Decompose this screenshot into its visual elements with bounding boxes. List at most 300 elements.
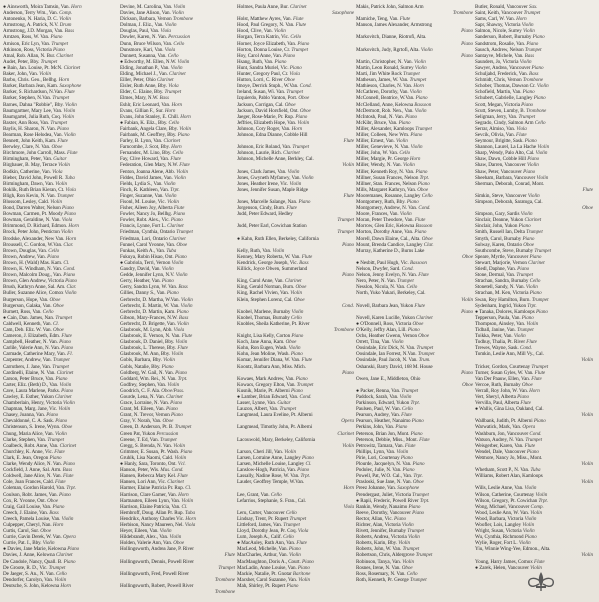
entry-instrument: Flute bbox=[401, 412, 412, 419]
entry-instrument: Trpt. bbox=[66, 485, 76, 492]
entry-name: Sandstrom, Rosalie, Van. bbox=[475, 40, 526, 47]
entry-name: Churchley, K. Anne, Vic. bbox=[3, 448, 53, 455]
entry-instrument: Trumpet bbox=[415, 552, 433, 559]
entry-instrument: Opera bbox=[522, 424, 536, 431]
entry-instrument: Trumpet bbox=[531, 296, 549, 303]
entry-instrument: Piano bbox=[414, 229, 427, 236]
entry-name: Sharp, Wendy, Palo Alto, Cal. bbox=[475, 150, 535, 157]
entry-instrument: Piano bbox=[394, 515, 406, 522]
entry-name: Lauzon, Albert, Van. bbox=[237, 406, 279, 413]
entry-instrument: Horn bbox=[71, 4, 82, 10]
entry-instrument: Violin bbox=[177, 58, 190, 65]
entry-name: Mount, Brenda Candice, Langley bbox=[356, 241, 423, 248]
entry-instrument: Violin bbox=[58, 406, 71, 413]
entry-name: Lloyd, Dorothy Jean, Pr. Coq. bbox=[237, 528, 297, 535]
entry-name: Cave, Laura Marlene, Parks. bbox=[3, 387, 60, 394]
entry-instrument: Violin bbox=[289, 180, 302, 187]
entry-instrument: Piano bbox=[173, 211, 186, 218]
entry-instrument: Violin bbox=[287, 168, 300, 175]
entry-instrument: Cl. bbox=[305, 461, 312, 468]
entry-name: Hansen, Lori Ann, Vic. bbox=[120, 479, 167, 486]
entry-instrument: Piano bbox=[412, 509, 425, 516]
entry-name: Fernandez, M. Lino, Bby. bbox=[120, 150, 172, 157]
entry-name: Bearman, Rose Helodea, Van. bbox=[3, 131, 63, 138]
entry-instrument: Cello bbox=[283, 534, 294, 541]
entry-instrument: Violin bbox=[342, 162, 354, 169]
entry-instrument: Piano bbox=[175, 369, 187, 376]
entry-instrument: Violin bbox=[174, 454, 187, 461]
entry-instrument: Violin bbox=[581, 412, 593, 419]
entry-name: Lassally, Nadine Rose, W. Van. bbox=[237, 473, 300, 480]
entry-name: ● Hanly, Sara, Toronto, Ont. bbox=[120, 461, 177, 468]
directory-column-5 bbox=[475, 4, 595, 600]
entry-name: Gourde, Lena, N. Van. bbox=[120, 394, 165, 400]
entry-instrument: Piano bbox=[286, 582, 299, 589]
entry-instrument: Saxophone bbox=[332, 10, 354, 17]
entry-name: Kowaes, Mark Andrew, Van. bbox=[237, 375, 295, 382]
entry-instrument: Trumpet bbox=[397, 278, 414, 285]
entry-instrument: Viola bbox=[516, 125, 527, 132]
entry-instrument: Violin bbox=[170, 64, 183, 71]
entry-instrument: Oboe bbox=[173, 540, 185, 547]
entry-instrument: Trpt. bbox=[419, 174, 430, 181]
entry-instrument: Piano bbox=[535, 308, 548, 315]
entry-name: Baumgartel, Julia Ruth, Coq. bbox=[3, 113, 62, 120]
entry-instrument: Piano bbox=[395, 424, 408, 431]
entry-name: Martin, Christopher, N. Van. bbox=[356, 58, 413, 65]
entry-instrument: Horn bbox=[291, 125, 303, 132]
entry-name: Eisler, Ruth Anne, Bby. bbox=[120, 83, 167, 90]
entry-instrument: Oboe bbox=[40, 528, 52, 535]
entry-name: Gerry, Sandra Lynn, W. Van. bbox=[120, 284, 178, 291]
entry-name: Dunsmore, Kari, Van. bbox=[120, 46, 164, 53]
entry-instrument: Piano bbox=[297, 40, 310, 47]
entry-name: Wood, Barbara, Victoria bbox=[475, 515, 524, 522]
entry-name: Clark, E. Jean, Oregon bbox=[3, 454, 49, 461]
entry-instrument: Violin bbox=[535, 150, 548, 157]
entry-instrument: Violin bbox=[61, 515, 74, 522]
entry-name: Jorgenson, Cindy, Burn. bbox=[237, 205, 286, 212]
entry-instrument: Violin bbox=[171, 259, 184, 266]
directory-column-3 bbox=[237, 4, 356, 600]
entry-name: Horgan, Terra Katrin, Vic. bbox=[237, 34, 290, 41]
entry-instrument: Oboe bbox=[421, 235, 433, 242]
entry-name: Finch, R. Kathleen, Van. bbox=[120, 186, 169, 193]
entry-name: Finger, Suzanne, Van. bbox=[120, 192, 164, 199]
entry-instrument: Oboe bbox=[412, 479, 424, 486]
entry-instrument: Trpt. bbox=[419, 497, 430, 504]
entry-instrument: Trumpet bbox=[289, 515, 307, 522]
entry-name: Funkas, Keith A., Van. bbox=[120, 247, 166, 254]
entry-name: Paulsen, Paul, W. Van. bbox=[356, 406, 401, 413]
entry-instrument: Cond. bbox=[341, 302, 354, 309]
entry-name: Lanslow-Hogh, Patricia, Van. bbox=[237, 467, 296, 474]
entry-name: Harrison, Clare Garner, Van. bbox=[120, 491, 177, 498]
entry-name: Oshanski, Barry David, 168 M. House bbox=[356, 363, 433, 370]
entry-instrument: Trumpet bbox=[402, 546, 420, 553]
entry-instrument: Horn bbox=[60, 582, 71, 589]
entry-name: Knobles, Sheila Katherine, Pt. River bbox=[237, 320, 310, 327]
entry-name: Prasloski, Sue Jane, N. Van. bbox=[356, 479, 412, 486]
entry-name: Koontz, Barbara Ann, Miss. Mich. bbox=[237, 363, 306, 370]
entry-name: Larson, Cheri Jill, Van. bbox=[237, 448, 283, 455]
entry-name: Nero, Peter, N. Van. bbox=[356, 278, 396, 285]
entry-name: Tidball, Janine, Van. bbox=[475, 326, 516, 333]
entry-instrument: Viola bbox=[61, 217, 73, 224]
entry-name: Dendorfer, Carolyn, Van. bbox=[3, 576, 54, 583]
entry-instrument: Cello bbox=[406, 570, 418, 577]
directory-column-4 bbox=[356, 4, 475, 600]
entry-instrument: Trumpet bbox=[40, 58, 58, 65]
entry-name: MacMaughton, Doris A., Court. bbox=[237, 558, 301, 565]
entry-instrument: Piano bbox=[411, 418, 424, 425]
entry-instrument: Trpt. bbox=[410, 400, 420, 407]
entry-name: Cole, Joan Frances, Cald. bbox=[3, 479, 54, 486]
entry-instrument: Violin bbox=[54, 576, 67, 583]
entry-name: Shannon, Laurel, La La Hache bbox=[475, 144, 537, 151]
entry-name: Wu, Cynthia, Richmond bbox=[475, 534, 524, 541]
entry-name: Serrar, Almiso, Van. bbox=[475, 125, 516, 132]
entry-instrument: Oboe bbox=[299, 107, 311, 114]
entry-name: Smith, Russell Ian, Delta bbox=[475, 229, 525, 236]
entry-name: Roberts, Karin, Bby. bbox=[356, 540, 397, 547]
entry-instrument: Piano bbox=[526, 40, 539, 47]
entry-instrument: Trumpet bbox=[50, 119, 68, 126]
entry-instrument: Piano bbox=[526, 448, 539, 455]
entry-name: Parkinson, Edward, Yukon bbox=[356, 400, 410, 407]
entry-instrument: Flute bbox=[177, 345, 188, 352]
entry-instrument: Clar. bbox=[423, 241, 434, 248]
entry-name: Scott, Megan, Victoria bbox=[475, 101, 520, 108]
entry-name: Warwatick, Mark, Van. bbox=[475, 424, 522, 431]
entry-name: Williams, Robert Alan, Kamloops bbox=[475, 473, 543, 480]
entry-name: Barbo, Chris. Geo., Bellhg. bbox=[3, 77, 58, 84]
entry-name: Jones, Marcelle Salange, Nan. bbox=[237, 199, 298, 205]
entry-instrument: Oboe bbox=[295, 284, 307, 291]
entry-instrument: Piano bbox=[522, 89, 535, 96]
entry-name: Miller, Margie, Pr. George bbox=[356, 156, 409, 163]
entry-instrument: Violin bbox=[414, 64, 427, 71]
entry-instrument: Piano bbox=[398, 119, 411, 126]
entry-instrument: Violin bbox=[522, 28, 535, 35]
directory-entry bbox=[356, 577, 473, 583]
entry-name: Marti, Jim White Rock bbox=[356, 71, 402, 78]
entry-instrument: Piano bbox=[527, 156, 540, 163]
entry-name: Scutt, Steven, Lumby, B. bbox=[475, 107, 525, 114]
entry-instrument: Piano bbox=[461, 369, 473, 376]
entry-instrument: Trumpet bbox=[523, 10, 541, 17]
entry-name: Fairbank, Angela Clare, Bby. bbox=[120, 125, 178, 132]
entry-instrument: Piano bbox=[531, 64, 544, 71]
entry-name: Shaw, Peter, Vancouver bbox=[475, 168, 522, 175]
entry-name: Sydenham, Ingrid, Yukon bbox=[475, 302, 527, 309]
entry-instrument: Flute bbox=[177, 473, 188, 480]
directory-column-2 bbox=[120, 4, 237, 600]
entry-name: Buller, Suzanne Alice, Comox bbox=[3, 290, 64, 297]
entry-name: Jones, Heather Irene, Vic. bbox=[237, 180, 289, 187]
entry-name: Armstrong, A. Patrick, N.V. bbox=[3, 22, 59, 29]
entry-name: Moore, Frances, Van. bbox=[356, 211, 399, 218]
entry-name: Turner, Susan Gyles, W. Van. bbox=[475, 369, 534, 376]
entry-instrument: Horn bbox=[529, 387, 540, 394]
entry-instrument: Trumpet bbox=[279, 406, 297, 413]
entry-instrument: Flute bbox=[343, 138, 354, 145]
entry-instrument: Flute bbox=[181, 333, 193, 340]
entry-name: Birmingham, Peter, Van. bbox=[3, 156, 53, 163]
entry-instrument: Percussion bbox=[168, 34, 191, 41]
entry-instrument: Violin bbox=[399, 394, 412, 400]
entry-instrument: Trumpet bbox=[516, 326, 534, 333]
entry-instrument: Violin bbox=[291, 308, 304, 315]
entry-name: Harrison, Elaine Patricia, Van. bbox=[120, 503, 181, 510]
entry-instrument: Clarinet bbox=[337, 430, 354, 437]
entry-name: Petrowitz, Tamara, Van. bbox=[356, 442, 404, 449]
entry-name: Wilson, Catherine, Courtenay bbox=[475, 491, 535, 498]
entry-instrument: Cello bbox=[290, 34, 302, 41]
entry-name: Van Der Paauw, Ellen, Van. bbox=[475, 375, 530, 382]
entry-instrument: Trumpet bbox=[526, 229, 543, 236]
entry-name: Wendel, Dale, Vancouver bbox=[475, 448, 526, 455]
entry-name: Vercoe, Ruth, Burnaby bbox=[475, 381, 521, 388]
entry-instrument: Viola bbox=[164, 46, 176, 53]
entry-name: Wallbank, Judith, Pt. Alberni bbox=[475, 418, 533, 425]
entry-name: Carson, Peter Bruce, Van. bbox=[3, 375, 55, 382]
entry-instrument: Violin bbox=[581, 479, 593, 486]
entry-name: Francis, Lynne, Fort L. bbox=[120, 223, 166, 230]
entry-instrument: Piano bbox=[297, 467, 310, 474]
entry-name: Bligh, Ron Kevin, N. Van. bbox=[3, 192, 56, 199]
entry-instrument: Flute bbox=[173, 205, 185, 212]
entry-name: Chevaldonné, C. A. Sask. bbox=[3, 418, 55, 425]
entry-name: Hunter, Gregory Paul, Cr. bbox=[237, 71, 289, 78]
entry-instrument: Trumpet bbox=[291, 46, 308, 53]
entry-instrument: Clarinet bbox=[166, 394, 183, 400]
entry-instrument: Flute bbox=[224, 552, 235, 559]
entry-instrument: Oboe bbox=[284, 77, 295, 84]
entry-instrument: Cond. bbox=[299, 394, 312, 400]
entry-instrument: Horn bbox=[185, 515, 196, 522]
entry-name: Antonenko, N. Haria, D. C. bbox=[3, 16, 58, 23]
entry-name: Gerbrecht, D. Brigette, Van. bbox=[120, 320, 176, 327]
entry-instrument: Viola bbox=[160, 28, 171, 35]
entry-instrument: Cond. bbox=[63, 266, 76, 273]
entry-name: Judd, Peter Edward, Hedley bbox=[237, 211, 293, 218]
entry-instrument: Trumpet bbox=[283, 521, 300, 528]
entry-name: Green Pat, Yukon bbox=[120, 430, 156, 437]
entry-name: Butler, Ronald, Vancouver bbox=[475, 4, 528, 10]
entry-instrument: Oboe bbox=[582, 205, 593, 212]
entry-name: Chasey, Joanna, Van. bbox=[3, 412, 46, 419]
entry-name: Clarke, Wendy Alice, N. Van. bbox=[3, 461, 62, 468]
entry-instrument: Piano bbox=[461, 28, 473, 35]
entry-instrument: Violin bbox=[519, 58, 532, 65]
entry-name: Miller, John, W. Van. bbox=[356, 150, 399, 157]
entry-name: Knight, Lisa Kelly, Corton bbox=[237, 333, 291, 340]
entry-instrument: Flute bbox=[399, 16, 411, 23]
entry-instrument: Violin bbox=[39, 71, 51, 78]
entry-instrument: Trpt. bbox=[300, 473, 311, 480]
entry-instrument: Piano bbox=[170, 400, 183, 407]
entry-name: Gaudry, David, Van. bbox=[120, 266, 161, 273]
entry-name: Johnson, Edna Dianne, Cobble Hill bbox=[237, 131, 308, 138]
entry-name: Hildebrandt, Alex., Van. bbox=[120, 534, 169, 541]
entry-name: Anderson, Terry Wm., Van. bbox=[3, 10, 58, 17]
entry-instrument: Bass bbox=[299, 259, 309, 266]
entry-name: Whetham, Scott P., N. Van. bbox=[475, 467, 530, 474]
entry-name: Audet, Peter, Bby. bbox=[3, 58, 40, 65]
entry-instrument: Bass bbox=[178, 284, 188, 291]
entry-instrument: Piano bbox=[291, 333, 304, 340]
entry-instrument: Violin bbox=[402, 162, 415, 169]
entry-name: Killick, Joyce Olwen, Summerland bbox=[237, 266, 308, 273]
entry-name: Novell, Barbara Jean, Yukon bbox=[356, 302, 414, 309]
entry-name: Roberts, Andrea, Victoria bbox=[356, 534, 407, 541]
entry-name: Hollingsworth, Fred, Powell River bbox=[120, 570, 189, 577]
entry-instrument: Clarinet bbox=[56, 369, 74, 376]
entry-instrument: Violin bbox=[524, 485, 537, 492]
entry-instrument: Clarinet bbox=[167, 223, 184, 230]
entry-instrument: Violin bbox=[173, 442, 186, 449]
entry-instrument: Trumpet bbox=[401, 387, 419, 394]
entry-name: Verrall, Roy John, W. Van. bbox=[475, 387, 528, 394]
entry-instrument: Piano bbox=[290, 351, 303, 358]
entry-instrument: Trumpet bbox=[525, 436, 542, 443]
entry-name: Peterson, Debbie, Miss., Mont. bbox=[356, 436, 418, 443]
entry-name: Segrado, Cindy, Salmon Arm bbox=[475, 119, 534, 126]
entry-name: Craig, Gail Louise, Van. bbox=[3, 503, 52, 510]
entry-instrument: Piano bbox=[174, 253, 187, 260]
entry-name: Federation, Glen Mary, N.W. bbox=[120, 162, 178, 169]
entry-instrument: Baritone bbox=[292, 570, 311, 577]
entry-name: Sherman, Deborah, Conrad, Mont. bbox=[475, 180, 545, 187]
entry-instrument: Flute bbox=[295, 22, 307, 29]
entry-name: Mah, Shirley, Pt. Rupert bbox=[237, 582, 286, 589]
entry-instrument: Piano bbox=[295, 375, 308, 382]
entry-name: Goldberg, W. Gail, N. Van. bbox=[120, 369, 174, 376]
entry-instrument: Oboe bbox=[61, 424, 73, 431]
entry-instrument: Piano bbox=[342, 272, 354, 279]
entry-instrument: Piano bbox=[523, 168, 536, 175]
entry-name: Cameron, J. Elizabeth, Edm. bbox=[3, 333, 61, 340]
entry-instrument: Violin bbox=[288, 552, 301, 559]
entry-name: ● Lamber, Brian Edward, Van. bbox=[237, 394, 299, 400]
entry-instrument: Cello bbox=[291, 314, 302, 321]
entry-instrument: Violin bbox=[284, 448, 296, 455]
entry-name: Murray, Katherine D., Burns Lake bbox=[356, 247, 425, 254]
entry-instrument: Piano bbox=[410, 430, 423, 437]
entry-instrument: Oboe bbox=[52, 326, 64, 333]
entry-name: Hood, Paul Gregory, N. Van. bbox=[237, 22, 295, 29]
entry-name: Holst, Matthew Ayres, Van. bbox=[237, 16, 292, 23]
entry-name: Gedde, Jennifer Lynn, N.V. bbox=[120, 272, 175, 279]
entry-instrument: Flute bbox=[54, 448, 65, 455]
entry-name: Cam, Deb. Eliz. W. Van. bbox=[3, 326, 52, 333]
entry-name: ● Bain, Jan. Louise, Pt. McN. bbox=[3, 64, 63, 71]
entry-instrument: Violin bbox=[164, 192, 177, 199]
entry-name: Broussell, C. Gordon, W.Van. bbox=[3, 241, 63, 248]
entry-instrument: Cello bbox=[167, 52, 179, 59]
entry-instrument: Trum. bbox=[418, 357, 431, 364]
entry-name: Gobls, Natalie, Bby. bbox=[120, 363, 161, 370]
entry-name: ● Fabian, K. Eliz., Bby. bbox=[120, 119, 168, 126]
entry-name: Hollingsworth, Andrea Jane, P. River bbox=[120, 546, 194, 553]
entry-instrument: Violin bbox=[414, 107, 427, 114]
entry-instrument: Violin bbox=[518, 540, 531, 547]
entry-name: Hood, Clive, Van. bbox=[237, 28, 273, 35]
entry-name: Dunnett, Susanna, Van. bbox=[120, 52, 167, 59]
entry-instrument: Violin bbox=[399, 211, 412, 218]
entry-instrument: Piano bbox=[342, 369, 354, 376]
entry-name: Culpepper, Cheryl, Nan. bbox=[3, 521, 52, 528]
entry-name: Vert, Sheryl, Alberta bbox=[475, 394, 516, 400]
entry-instrument: Piano bbox=[400, 454, 413, 461]
entry-instrument: Piano bbox=[161, 363, 174, 370]
entry-name: Preez Johanne, Van. bbox=[356, 485, 396, 492]
entry-instrument: Violin bbox=[59, 16, 71, 23]
entry-instrument: Bass bbox=[62, 467, 73, 474]
entry-name: Dickson, Barbara, Vernon bbox=[120, 16, 172, 23]
entry-instrument: Flute bbox=[292, 16, 304, 23]
entry-name: Cardinelli, Elaine, N. Van. bbox=[3, 369, 56, 376]
entry-name: Glasbrook, M. Ann, Bby. bbox=[120, 351, 171, 358]
entry-instrument: Viola bbox=[289, 71, 300, 78]
entry-name: Atkinson, Ross, Victoria bbox=[3, 46, 52, 53]
entry-name: Glasbrook, E. Vernon, N. Van. bbox=[120, 333, 181, 340]
entry-instrument: Piano bbox=[461, 308, 473, 315]
entry-name: Heyer, Eileen, Van. bbox=[120, 528, 159, 535]
entry-instrument: Flute bbox=[419, 436, 430, 443]
entry-name: Sapr, Shawny, Victoria bbox=[475, 22, 521, 29]
entry-name: Montgomery, Ruth, Bby. bbox=[356, 199, 406, 205]
entry-instrument: Flute bbox=[179, 162, 190, 169]
entry-name: Stone, Dermal, Van. bbox=[475, 272, 516, 279]
entry-instrument: Piano bbox=[290, 387, 303, 394]
entry-name: De Candole, Nancy, Quall. B. bbox=[3, 558, 63, 565]
entry-name: Hansen, Rebecca Mary Kel. bbox=[120, 473, 177, 480]
entry-name: Sevcik, Olivia, Van. bbox=[475, 131, 515, 138]
entry-instrument: Piano bbox=[61, 345, 74, 352]
directory-entry bbox=[3, 583, 118, 589]
entry-name: ● Cain, Dan. James, Nan. bbox=[3, 314, 55, 321]
entry-name: Fukuya, Robin Hisao, Ont. bbox=[120, 253, 174, 260]
entry-instrument: Cello bbox=[529, 278, 541, 285]
entry-name: ● Rapii, Frederic, Powell River bbox=[356, 497, 419, 504]
entry-name: Johnson, Laurie, Rich. bbox=[237, 150, 282, 157]
entry-name: Currie, Pat. I., Bby. bbox=[3, 540, 42, 547]
entry-name: Coulson, Robt. James, Van. bbox=[3, 491, 58, 498]
entry-name: Bowman, Carmen, Pt. Moody bbox=[3, 211, 63, 218]
entry-name: ● MacAuley, Ruth Ann, Van. bbox=[237, 540, 296, 547]
entry-name: Evans, John Stanley, E. Chill. bbox=[120, 113, 180, 120]
entry-name: Mamiche, Teng, Van. bbox=[356, 16, 399, 23]
entry-name: McCathren, Dorothy, Van. bbox=[356, 89, 409, 96]
entry-name: Goddard, Wm. Rei., N. Van. bbox=[120, 375, 177, 382]
entry-name: Saunders, Jo, Victoria bbox=[475, 58, 519, 65]
entry-name: Atnal, Rob. Allan, N. Bur. bbox=[3, 52, 56, 59]
entry-instrument: Clarinet bbox=[156, 77, 174, 84]
entry-name: Caldwell, Kenneth, Van. bbox=[3, 320, 52, 327]
entry-instrument: Violin bbox=[180, 296, 193, 303]
entry-name: North, Yuko Yukari, Berkeley, Cal. bbox=[356, 290, 426, 297]
entry-name: Powell, Pat, W.O. Cal., Van. bbox=[356, 473, 413, 480]
entry-name: Knobel, Marlene, Burnaby bbox=[237, 308, 291, 315]
entry-instrument: Trumpet bbox=[218, 564, 235, 571]
entry-name: Creech, Pamela Louise, Van. bbox=[3, 515, 61, 522]
entry-instrument: Mus. Cond. bbox=[160, 467, 184, 474]
entry-instrument: Horn bbox=[68, 223, 79, 230]
entry-instrument: Flute bbox=[301, 357, 313, 364]
entry-instrument: Flute bbox=[534, 558, 545, 565]
